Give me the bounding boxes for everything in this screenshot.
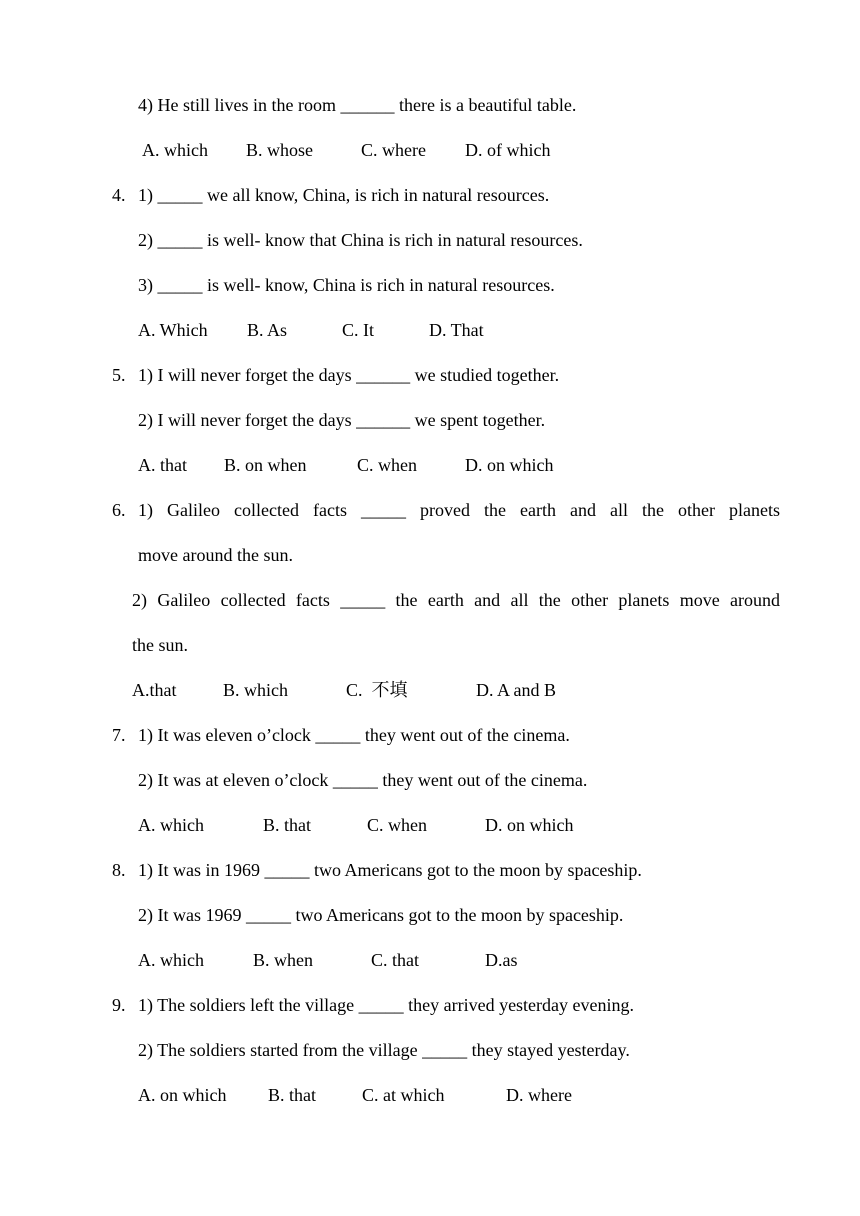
q5-option-b: B. on when: [224, 455, 307, 475]
q4-number: 4.: [112, 185, 126, 205]
q3-sentence-4: 4) He still lives in the room ______ there is a beautiful table.: [138, 95, 577, 115]
q4-sentence-2: 2) _____ is well- know that China is rich in natural resources.: [138, 230, 583, 250]
q8-option-a: A. which: [138, 950, 204, 970]
q9-sentence-1: 1) The soldiers left the village _____ they arrived yesterday evening.: [138, 995, 635, 1015]
q9-option-a: A. on which: [138, 1085, 227, 1105]
q5-sentence-1: 1) I will never forget the days ______ we studied together.: [138, 365, 560, 385]
q4-sentence-3: 3) _____ is well- know, China is rich in natural resources.: [138, 275, 555, 295]
q8-option-c: C. that: [371, 950, 419, 970]
q8-number: 8.: [112, 860, 126, 880]
q5-option-c: C. when: [357, 455, 417, 475]
q5-number: 5.: [112, 365, 126, 385]
q6-sentence-2-line-2: the sun.: [132, 635, 188, 655]
q3-option-a: A. which: [142, 140, 208, 160]
q4-option-c: C. It: [342, 320, 375, 340]
q6-option-b: B. which: [223, 680, 288, 700]
q6-option-d: D. A and B: [476, 680, 557, 700]
q9-option-c: C. at which: [362, 1085, 445, 1105]
q6-sentence-2-line-1: 2) Galileo collected facts _____ the earth and all the other planets move around: [132, 590, 780, 610]
q4-option-b: B. As: [247, 320, 288, 340]
q4-option-a: A. Which: [138, 320, 208, 340]
q6-option-a: A.that: [132, 680, 177, 700]
q7-option-c: C. when: [367, 815, 427, 835]
q7-sentence-2: 2) It was at eleven o’clock _____ they went out of the cinema.: [138, 770, 588, 790]
q9-option-b: B. that: [268, 1085, 316, 1105]
q7-option-b: B. that: [263, 815, 311, 835]
q5-option-a: A. that: [138, 455, 187, 475]
q3-option-d: D. of which: [465, 140, 551, 160]
q8-sentence-1: 1) It was in 1969 _____ two Americans got to the moon by spaceship.: [138, 860, 642, 880]
q6-sentence-1-line-1: 1) Galileo collected facts _____ proved the earth and all the other planets: [138, 500, 780, 520]
q7-sentence-1: 1) It was eleven o’clock _____ they went out of the cinema.: [138, 725, 570, 745]
q3-option-b: B. whose: [246, 140, 313, 160]
q8-option-d: D.as: [485, 950, 518, 970]
q4-option-d: D. That: [429, 320, 484, 340]
q5-option-d: D. on which: [465, 455, 554, 475]
q4-sentence-1: 1) _____ we all know, China, is rich in natural resources.: [138, 185, 550, 205]
q8-sentence-2: 2) It was 1969 _____ two Americans got to the moon by spaceship.: [138, 905, 624, 925]
q7-option-a: A. which: [138, 815, 204, 835]
q6-sentence-1-line-2: move around the sun.: [138, 545, 293, 565]
q9-sentence-2: 2) The soldiers started from the village _____ they stayed yesterday.: [138, 1040, 630, 1060]
q8-option-b: B. when: [253, 950, 313, 970]
q9-option-d: D. where: [506, 1085, 572, 1105]
q6-option-c: C. 不填: [346, 680, 408, 700]
q6-number: 6.: [112, 500, 126, 520]
q5-sentence-2: 2) I will never forget the days ______ we spent together.: [138, 410, 546, 430]
q9-number: 9.: [112, 995, 126, 1015]
q7-number: 7.: [112, 725, 126, 745]
q7-option-d: D. on which: [485, 815, 574, 835]
q3-option-c: C. where: [361, 140, 426, 160]
